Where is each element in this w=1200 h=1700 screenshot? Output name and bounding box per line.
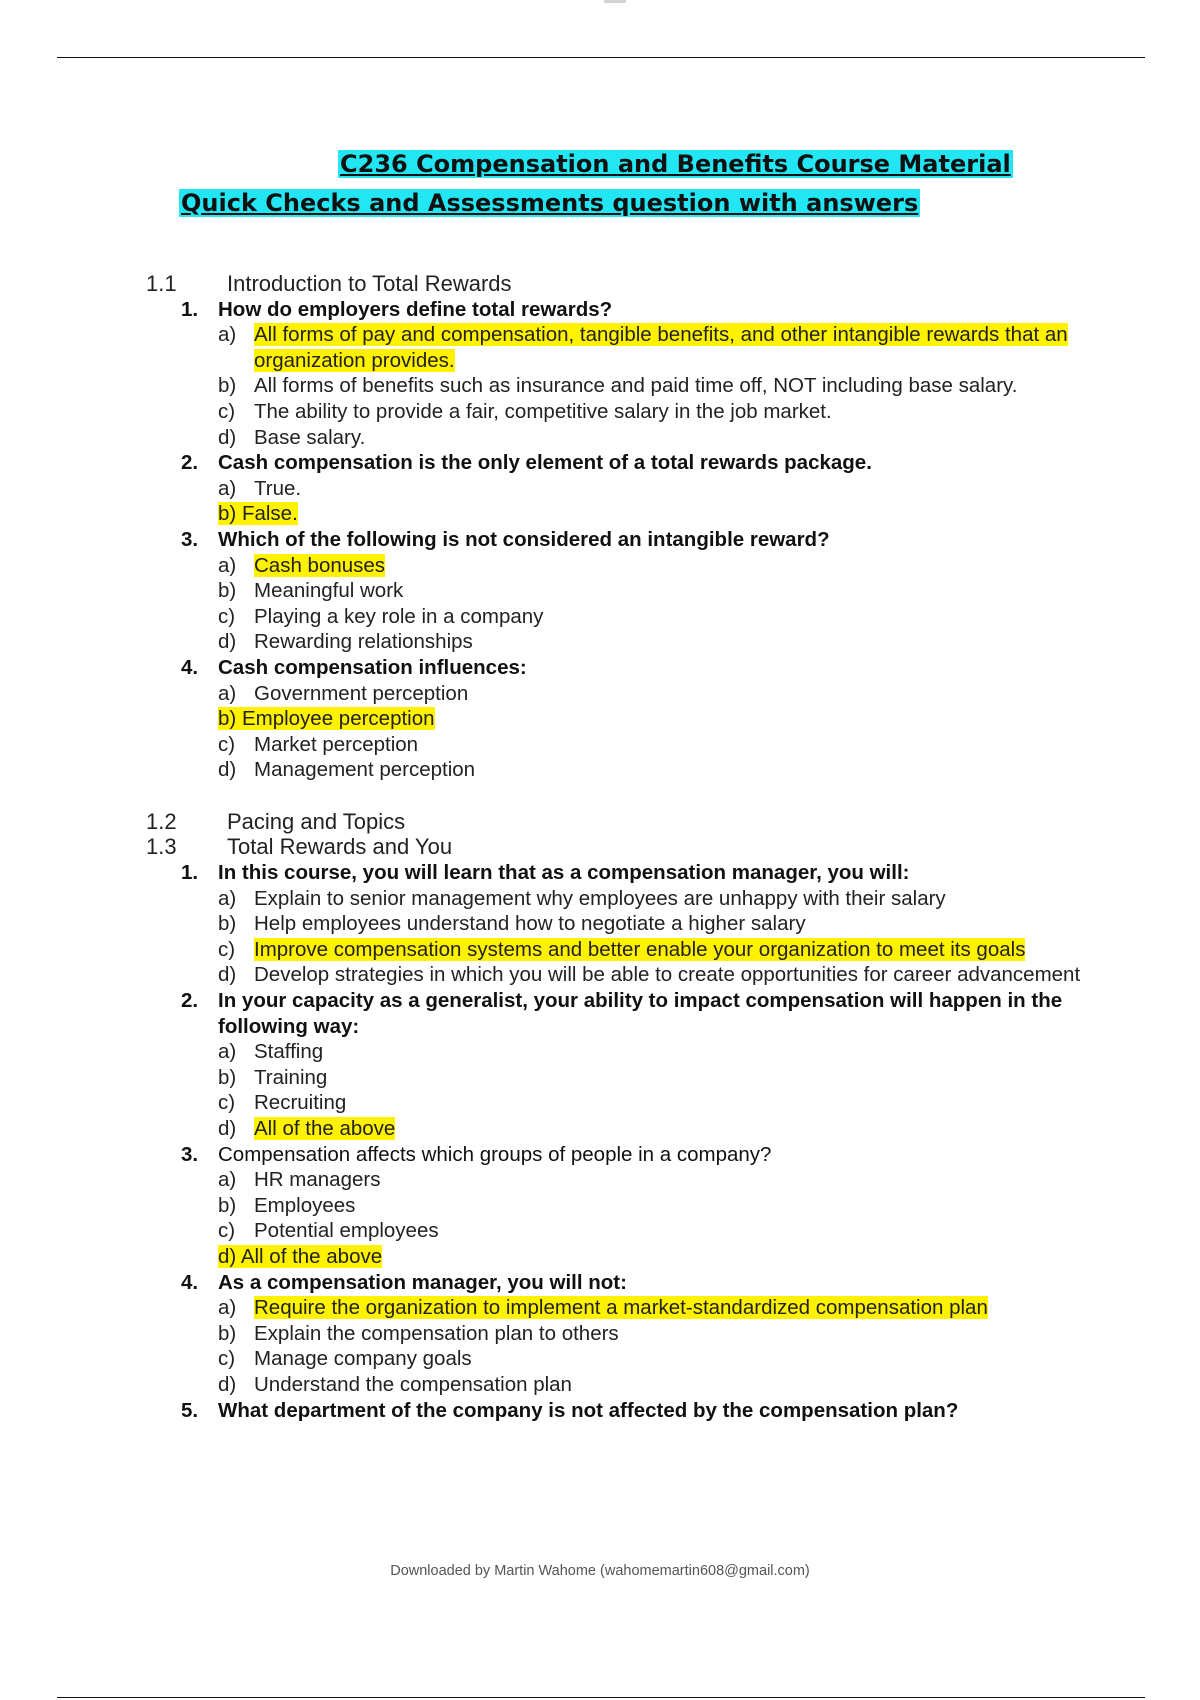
option-label: b): [218, 912, 237, 936]
answer-option: [0, 373, 1200, 399]
option-text: Potential employees: [254, 1219, 439, 1243]
section-title: Total Rewards and You: [227, 834, 453, 860]
option-label: c): [218, 732, 236, 756]
option-label: a): [218, 1040, 237, 1064]
answer-option: [0, 1218, 1200, 1244]
answer-option: [0, 476, 1200, 502]
option-label: a): [218, 1296, 237, 1320]
question-number: 3.: [181, 527, 199, 551]
option-text: Rewarding relationships: [254, 630, 473, 654]
section-heading: [0, 834, 1200, 860]
answer-option: [0, 1090, 1200, 1116]
option-label: b): [218, 707, 237, 731]
option-text: Training: [254, 1065, 328, 1089]
question: [0, 527, 1200, 553]
option-label: c): [218, 1219, 236, 1243]
question-text: What department of the company is not affected by the compensation plan?: [218, 1398, 959, 1422]
answer-option: [0, 937, 1200, 963]
answer-option: [0, 1372, 1200, 1398]
option-label: b): [218, 579, 237, 603]
question: [0, 1270, 1200, 1296]
option-label: d): [218, 758, 237, 782]
question-number: 2.: [181, 989, 199, 1013]
answer-option-correct: [0, 1244, 1200, 1270]
section-number: 1.3: [146, 834, 177, 860]
download-footer: Downloaded by Martin Wahome (wahomemartin608@gmail.com): [390, 1563, 810, 1579]
option-label: b): [218, 1193, 237, 1217]
question: [0, 297, 1200, 323]
option-text: Explain to senior management why employees are unhappy with their salary: [254, 886, 946, 910]
option-text: Base salary.: [254, 425, 366, 449]
option-text: True.: [254, 476, 302, 500]
answer-option: [0, 732, 1200, 758]
page-top-mark: [604, 0, 626, 3]
option-label: c): [218, 1347, 236, 1371]
question-number: 1.: [181, 861, 199, 885]
option-label: b): [218, 1065, 237, 1089]
answer-option: [0, 553, 1200, 579]
question-text: Cash compensation influences:: [218, 655, 527, 679]
answer-option: [0, 1065, 1200, 1091]
answer-option: [0, 681, 1200, 707]
option-text: Understand the compensation plan: [254, 1372, 572, 1396]
answer-option: [0, 399, 1200, 425]
answer-option: [0, 629, 1200, 655]
answer-option: [0, 1039, 1200, 1065]
question: [0, 655, 1200, 681]
option-text: The ability to provide a fair, competitive salary in the job market.: [254, 399, 832, 423]
option-text-correct: Cash bonuses: [254, 553, 386, 577]
option-text: HR managers: [254, 1168, 381, 1192]
section-title: Introduction to Total Rewards: [227, 271, 512, 296]
answer-option: [0, 886, 1200, 912]
question: [0, 1398, 1200, 1424]
option-label: a): [218, 323, 237, 347]
option-text: Playing a key role in a company: [254, 604, 544, 628]
section-title: Pacing and Topics: [227, 808, 406, 834]
option-label: a): [218, 1168, 237, 1192]
option-text: All forms of benefits such as insurance and paid time off, NOT including base salary.: [254, 374, 1018, 398]
option-text-correct: False.: [241, 502, 298, 526]
option-text: Management perception: [254, 758, 476, 782]
question-text: Compensation affects which groups of people in a company?: [218, 1142, 772, 1166]
question-number: 3.: [181, 1142, 199, 1166]
option-text-correct: Employee perception: [241, 707, 435, 731]
question-number: 2.: [181, 451, 199, 475]
answer-option: [0, 1295, 1200, 1321]
section-heading: [0, 271, 1200, 297]
option-text: Meaningful work: [254, 579, 404, 603]
option-label: a): [218, 476, 237, 500]
answer-option: [0, 757, 1200, 783]
question-number: 4.: [181, 655, 199, 679]
answer-option: [0, 1346, 1200, 1372]
option-label: c): [218, 604, 236, 628]
footer-rule: [57, 1697, 1145, 1698]
option-text-correct: Require the organization to implement a market-standardized compensation plan: [254, 1296, 988, 1320]
document-title-line-2: Quick Checks and Assessments question with answers: [181, 189, 919, 217]
answer-option-correct: [0, 501, 1200, 527]
option-label: d): [218, 1372, 237, 1396]
option-text: Government perception: [254, 681, 469, 705]
document-title-line-1: C236 Compensation and Benefits Course Material: [340, 150, 1011, 178]
option-label: b): [218, 374, 237, 398]
question-text: Cash compensation is the only element of a total rewards package.: [218, 451, 872, 475]
answer-option: [0, 322, 1200, 373]
question: [0, 1142, 1200, 1168]
option-label: d): [218, 1244, 237, 1268]
option-label: d): [218, 630, 237, 654]
option-label: d): [218, 1117, 237, 1140]
answer-option: [0, 911, 1200, 937]
option-text: Market perception: [254, 732, 419, 756]
option-text-correct: Improve compensation systems and better enable your organization to meet its goals: [254, 937, 1026, 961]
option-text: Help employees understand how to negotiate a higher salary: [254, 912, 806, 936]
answer-option: [0, 604, 1200, 630]
section-spacer: [0, 783, 1200, 809]
option-label: a): [218, 553, 237, 577]
section-number: 1.1: [146, 271, 177, 296]
option-label: c): [218, 1091, 236, 1115]
question-text: In this course, you will learn that as a compensation manager, you will:: [218, 861, 910, 885]
option-text-correct: All of the above: [254, 1117, 396, 1140]
section-heading: [0, 809, 1200, 835]
option-text-correct: All of the above: [240, 1244, 383, 1268]
option-label: c): [218, 937, 236, 961]
question: [0, 988, 1078, 1039]
answer-option: [0, 1193, 1200, 1219]
question-text: Which of the following is not considered an intangible reward?: [218, 527, 830, 551]
option-text: Employees: [254, 1193, 356, 1217]
option-label: c): [218, 399, 236, 423]
answer-option: [0, 578, 1200, 604]
answer-option: [0, 1321, 1200, 1347]
answer-option: [0, 962, 1200, 988]
option-text: Staffing: [254, 1040, 324, 1064]
question-number: 4.: [181, 1270, 199, 1294]
header-rule: [57, 57, 1145, 58]
answer-option: [0, 1116, 1200, 1142]
option-text-correct: All forms of pay and compensation, tangible benefits, and other intangible rewards that an organization provides.: [254, 323, 1068, 372]
document-body: [0, 271, 1200, 1423]
answer-option-correct: [0, 706, 1200, 732]
answer-option: [0, 1167, 1200, 1193]
option-text: Explain the compensation plan to others: [254, 1321, 619, 1345]
option-label: b): [218, 502, 237, 526]
section-number: 1.2: [146, 808, 177, 834]
question-text: How do employers define total rewards?: [218, 297, 613, 321]
question-number: 1.: [181, 297, 199, 321]
question-number: 5.: [181, 1398, 199, 1422]
option-label: a): [218, 681, 237, 705]
question: [0, 860, 1200, 886]
option-label: b): [218, 1321, 237, 1345]
option-text: Manage company goals: [254, 1347, 472, 1371]
answer-option: [0, 425, 1200, 451]
option-label: d): [218, 425, 237, 449]
option-text: Recruiting: [254, 1091, 347, 1115]
question-text: In your capacity as a generalist, your ability to impact compensation will happen in the following way:: [218, 989, 1063, 1038]
option-label: d): [218, 963, 237, 987]
option-label: a): [218, 886, 237, 910]
question: [0, 450, 1200, 476]
question-text: As a compensation manager, you will not:: [218, 1270, 627, 1294]
option-text: Develop strategies in which you will be able to create opportunities for career advancement: [254, 963, 1081, 987]
